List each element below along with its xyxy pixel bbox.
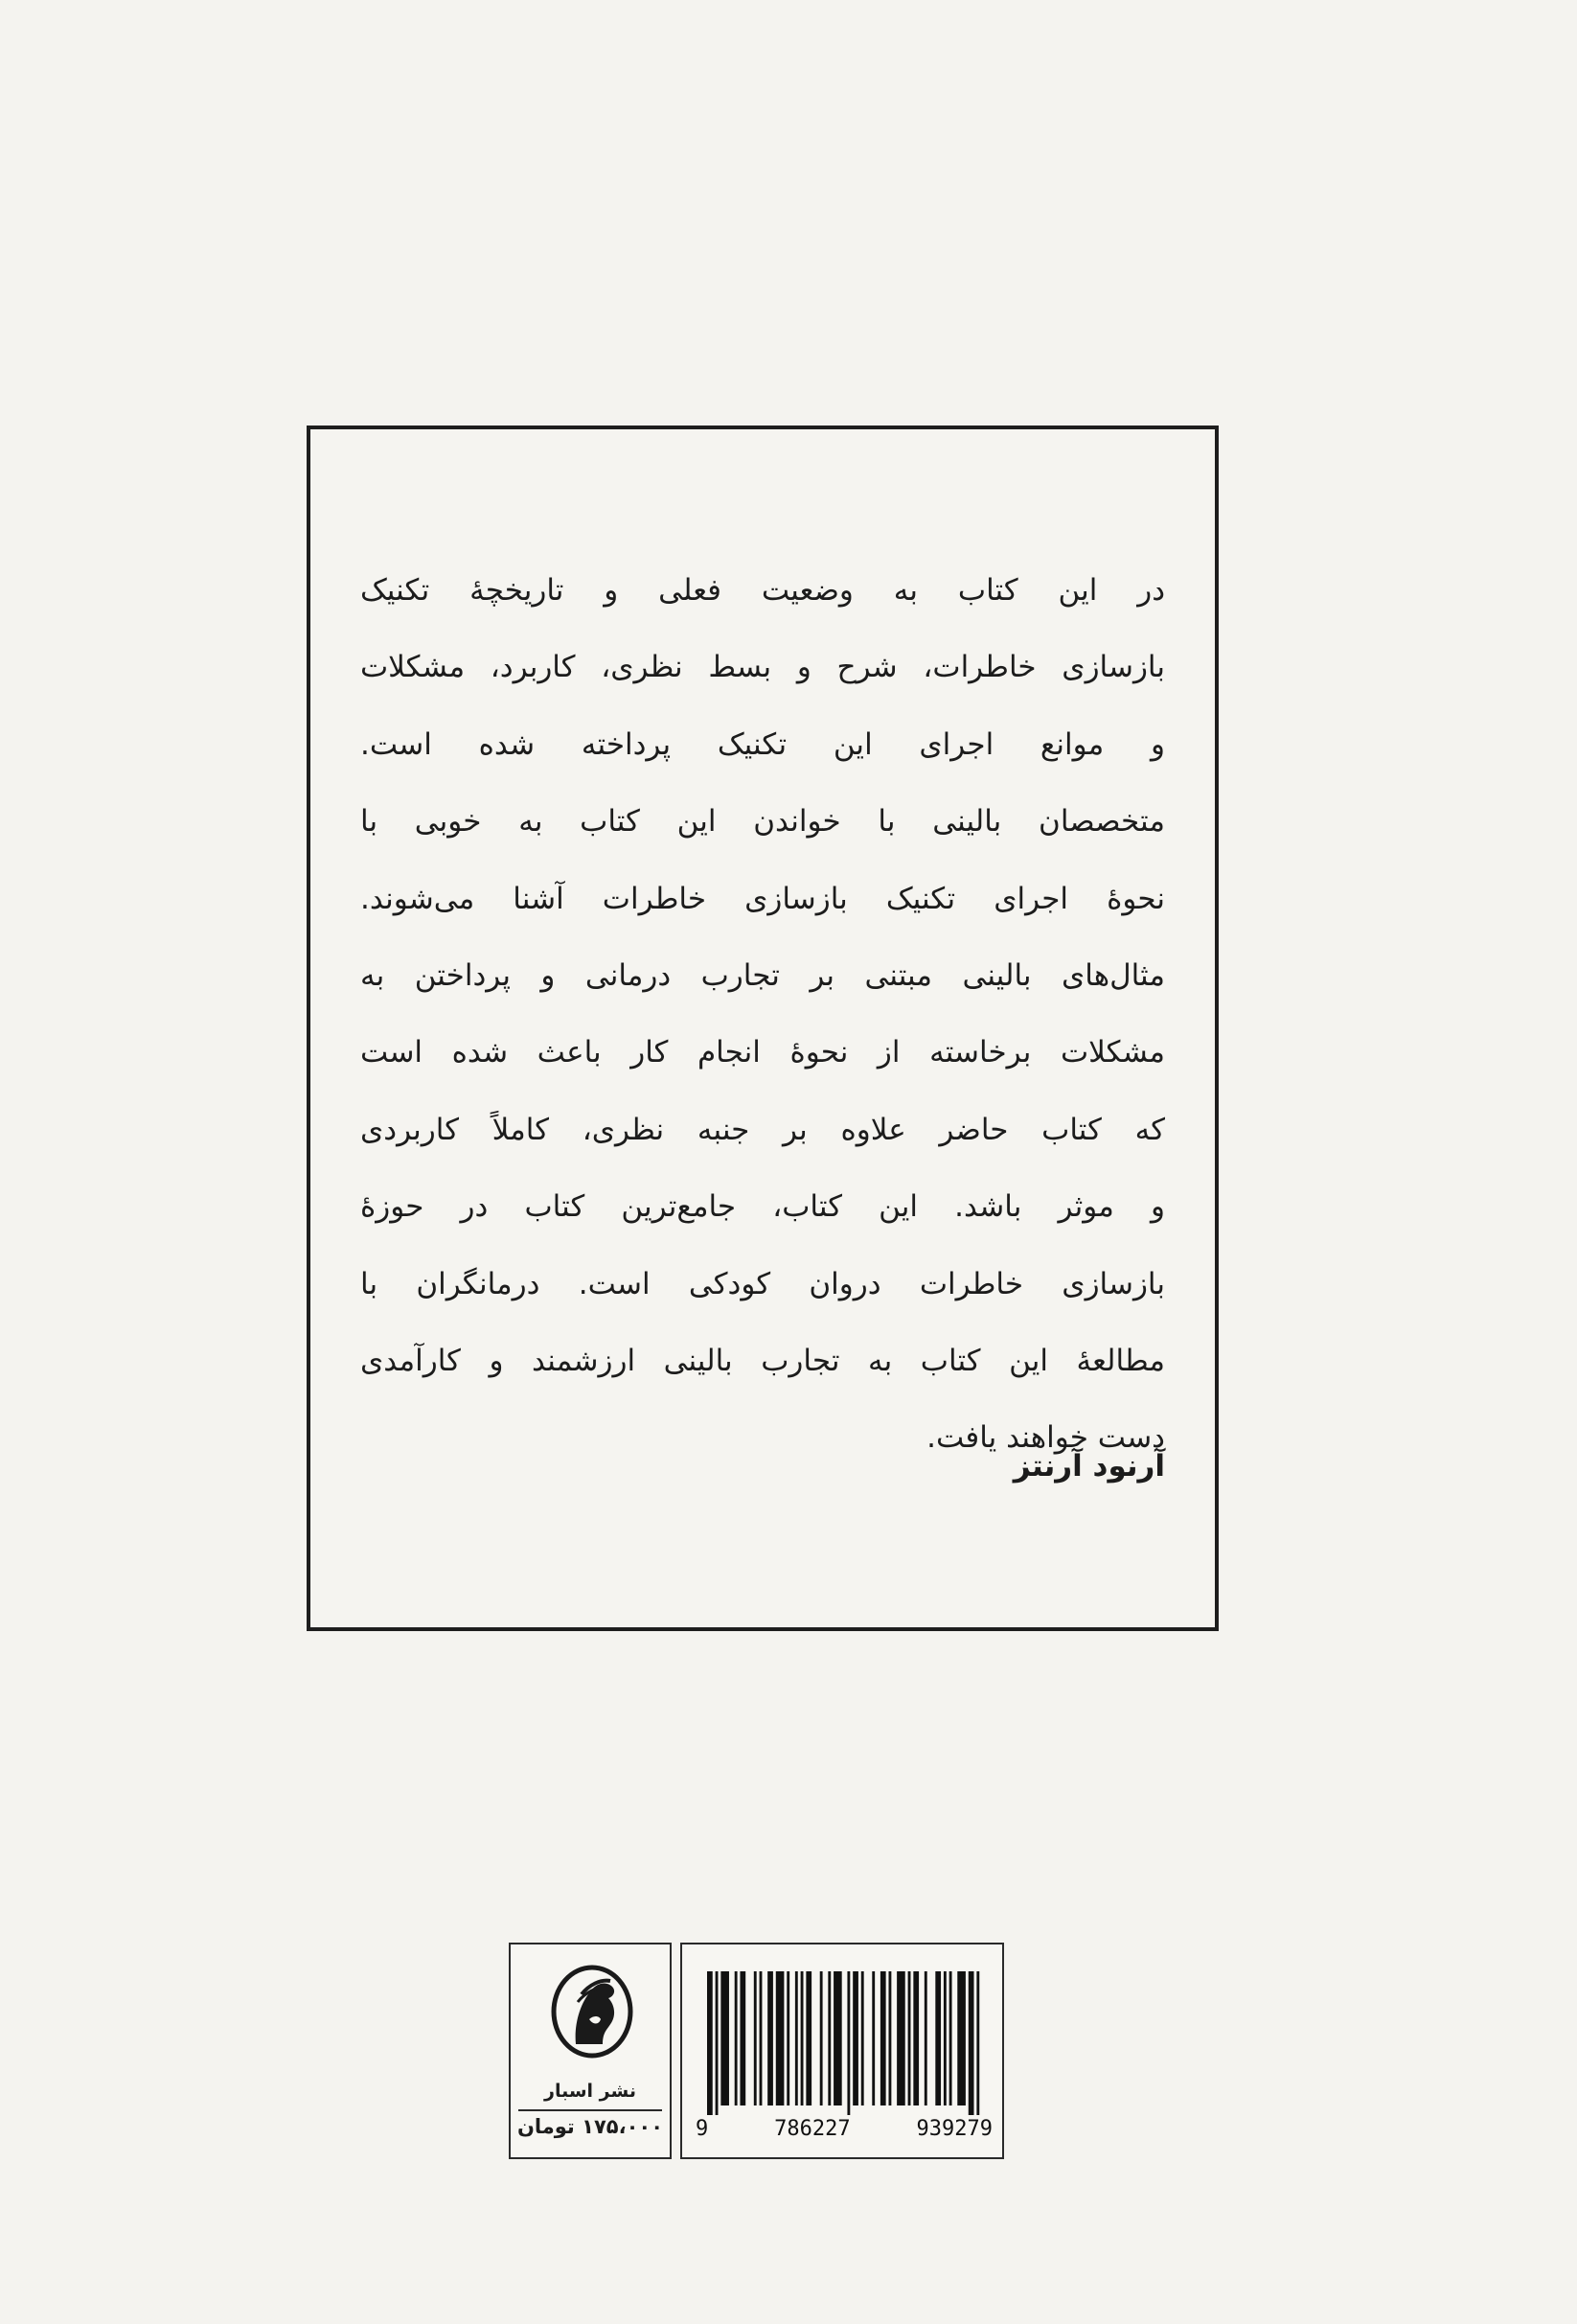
- blurb-line: و موانع اجرای این تکنیک پرداخته شده است.: [360, 726, 1165, 762]
- barcode-bar: [707, 1971, 713, 2115]
- barcode-bar: [969, 1971, 974, 2115]
- barcode-bar: [716, 1971, 719, 2115]
- barcode-bar: [735, 1971, 738, 2105]
- blurb-line: که کتاب حاضر علاوه بر جنبه نظری، کاملاً کاربردی: [360, 1112, 1165, 1147]
- blurb-line: مثال‌های بالینی مبتنی بر تجارب درمانی و پرداختن به: [360, 957, 1165, 993]
- barcode-bars: [707, 1971, 985, 2115]
- barcode-bar: [944, 1971, 947, 2105]
- barcode-bar: [776, 1971, 785, 2105]
- barcode-bar: [801, 1971, 804, 2105]
- barcode-right-group: 939279: [916, 2117, 993, 2141]
- barcode-bar: [720, 1971, 729, 2105]
- barcode-bar: [976, 1971, 979, 2115]
- barcode-bar: [925, 1971, 927, 2105]
- barcode-bar: [754, 1971, 757, 2105]
- barcode-bar: [820, 1971, 823, 2105]
- barcode-bar: [834, 1971, 842, 2105]
- price-label: ۱۷۵،۰۰۰ تومان: [516, 2115, 664, 2138]
- barcode-bar: [880, 1971, 886, 2105]
- barcode-bar: [787, 1971, 789, 2105]
- horse-head-icon: [547, 1962, 637, 2067]
- barcode-bar: [795, 1971, 798, 2105]
- barcode-bar: [913, 1971, 919, 2105]
- barcode-bar: [889, 1971, 892, 2105]
- barcode-bar: [957, 1971, 966, 2105]
- blurb-box: [307, 426, 1219, 1631]
- barcode-bar: [908, 1971, 911, 2105]
- publisher-box: [509, 1943, 672, 2159]
- barcode-bar: [806, 1971, 811, 2105]
- author-name: آرنود آرنتز: [1013, 1449, 1165, 1484]
- blurb-line: و موثر باشد. این کتاب، جامع‌ترین کتاب در حوزهٔ: [360, 1189, 1165, 1225]
- barcode-digits: [696, 2117, 993, 2141]
- barcode-bar: [853, 1971, 858, 2105]
- price-divider: [518, 2109, 662, 2111]
- barcode-bar: [760, 1971, 763, 2105]
- barcode-bar: [828, 1971, 831, 2105]
- blurb-line: متخصصان بالینی با خواندن این کتاب به خوبی با: [360, 804, 1165, 840]
- barcode-bar: [897, 1971, 905, 2105]
- blurb-line: بازسازی خاطرات دروان کودکی است. درمانگران با: [360, 1266, 1165, 1301]
- blurb-line: در این کتاب به وضعیت فعلی و تاریخچهٔ تکنیک: [360, 573, 1165, 608]
- barcode-box: [680, 1943, 1004, 2159]
- blurb-line: دست خواهند یافت.: [926, 1420, 1165, 1456]
- barcode-bar: [935, 1971, 941, 2105]
- barcode-bar: [872, 1971, 875, 2105]
- blurb-line: مشکلات برخاسته از نحوهٔ انجام کار باعث شده است: [360, 1035, 1165, 1070]
- blurb-line: نحوهٔ اجرای تکنیک بازسازی خاطرات آشنا می‌شوند.: [360, 881, 1165, 916]
- barcode-left-group: 786227: [774, 2117, 851, 2141]
- barcode-bar: [767, 1971, 773, 2105]
- barcode-leading-digit: 9: [696, 2117, 709, 2141]
- blurb-line: مطالعهٔ این کتاب به تجارب بالینی ارزشمند و کارآمدی: [360, 1343, 1165, 1378]
- barcode-bar: [740, 1971, 745, 2105]
- publisher-name: نشر اسبار: [544, 2081, 636, 2102]
- blurb-text: [360, 552, 1165, 1477]
- barcode-bar: [949, 1971, 952, 2105]
- barcode-bar: [861, 1971, 864, 2105]
- blurb-line: بازسازی خاطرات، شرح و بسط نظری، کاربرد، مشکلات: [360, 650, 1165, 685]
- barcode-bar: [847, 1971, 850, 2115]
